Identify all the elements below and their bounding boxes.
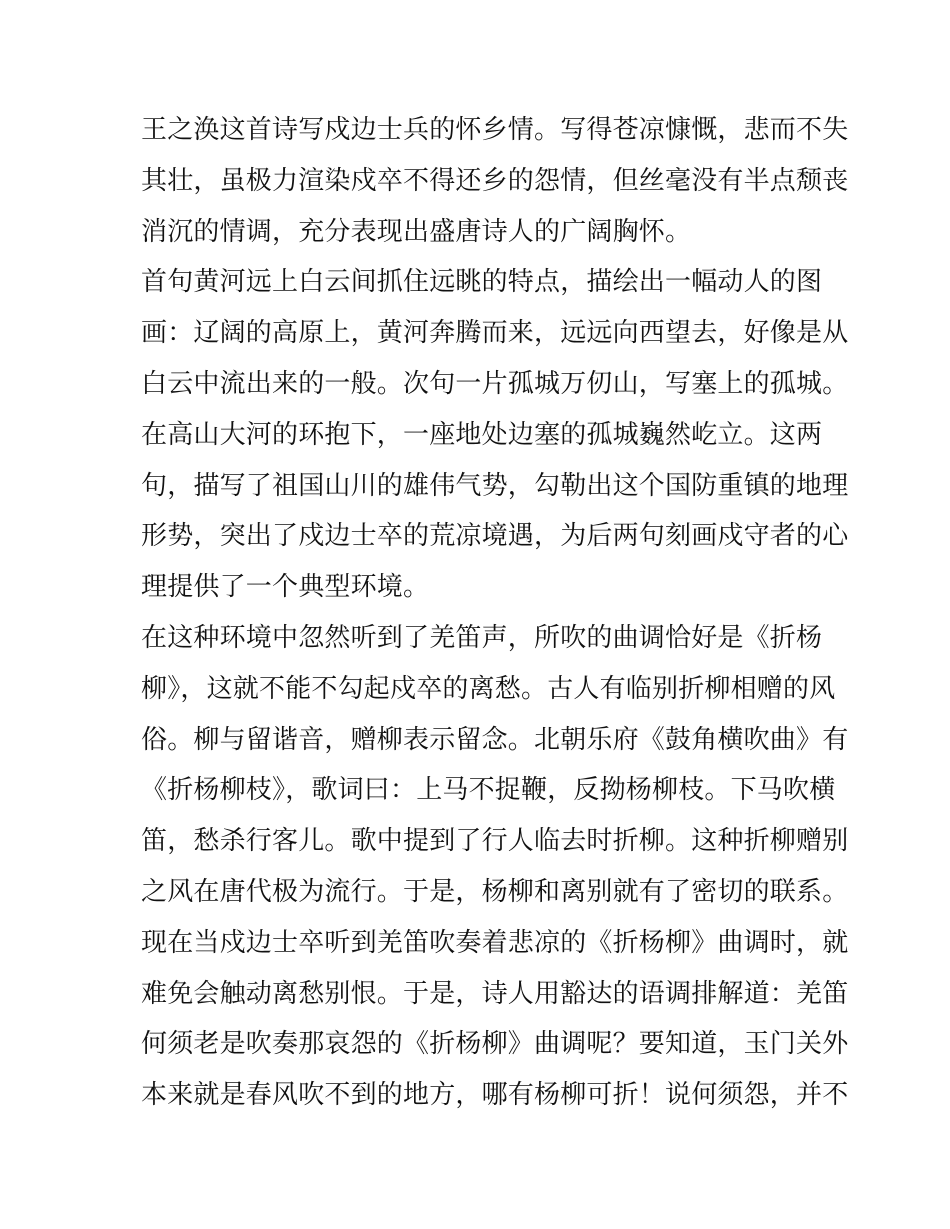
text-line: 柳》，这就不能不勾起戍卒的离愁。古人有临别折柳相赠的风 — [141, 673, 836, 704]
text-line: 消沉的情调，充分表现出盛唐诗人的广阔胸怀。 — [141, 216, 692, 247]
text-line: 其壮，虽极力渲染戍卒不得还乡的怨情，但丝毫没有半点颓丧 — [141, 165, 849, 196]
text-line: 本来就是春风吹不到的地方，哪有杨柳可折！说何须怨，并不 — [141, 1080, 849, 1111]
document-body — [141, 105, 849, 1121]
text-line: 句，描写了祖国山川的雄伟气势，勾勒出这个国防重镇的地理 — [141, 470, 849, 501]
text-line: 理提供了一个典型环境。 — [141, 572, 430, 603]
text-line: 形势，突出了戍边士卒的荒凉境遇，为后两句刻画戍守者的心 — [141, 521, 849, 552]
text-line: 白云中流出来的一般。次句一片孤城万仞山，写塞上的孤城。 — [141, 368, 849, 399]
text-line: 首句黄河远上白云间抓住远眺的特点，描绘出一幅动人的图 — [141, 267, 823, 298]
text-line: 之风在唐代极为流行。于是，杨柳和离别就有了密切的联系。 — [141, 876, 849, 907]
text-line: 何须老是吹奏那哀怨的《折杨柳》曲调呢？要知道，玉门关外 — [141, 1029, 849, 1060]
text-line: 难免会触动离愁别恨。于是，诗人用豁达的语调排解道：羌笛 — [141, 978, 849, 1009]
text-line: 王之涣这首诗写戍边士兵的怀乡情。写得苍凉慷慨，悲而不失 — [141, 115, 849, 145]
text-line: 现在当戍边士卒听到羌笛吹奏着悲凉的《折杨柳》曲调时，就 — [141, 927, 849, 958]
text-line: 画：辽阔的高原上，黄河奔腾而来，远远向西望去，好像是从 — [141, 318, 849, 349]
text-line: 笛，愁杀行客儿。歌中提到了行人临去时折柳。这种折柳赠别 — [141, 826, 849, 857]
text-line: 俗。柳与留谐音，赠柳表示留念。北朝乐府《鼓角横吹曲》有 — [141, 724, 849, 755]
text-line: 在高山大河的环抱下，一座地处边塞的孤城巍然屹立。这两 — [141, 419, 823, 450]
text-line: 《折杨柳枝》，歌词曰：上马不捉鞭，反拗杨柳枝。下马吹横 — [141, 775, 836, 806]
text-line: 在这种环境中忽然听到了羌笛声，所吹的曲调恰好是《折杨 — [141, 622, 823, 653]
